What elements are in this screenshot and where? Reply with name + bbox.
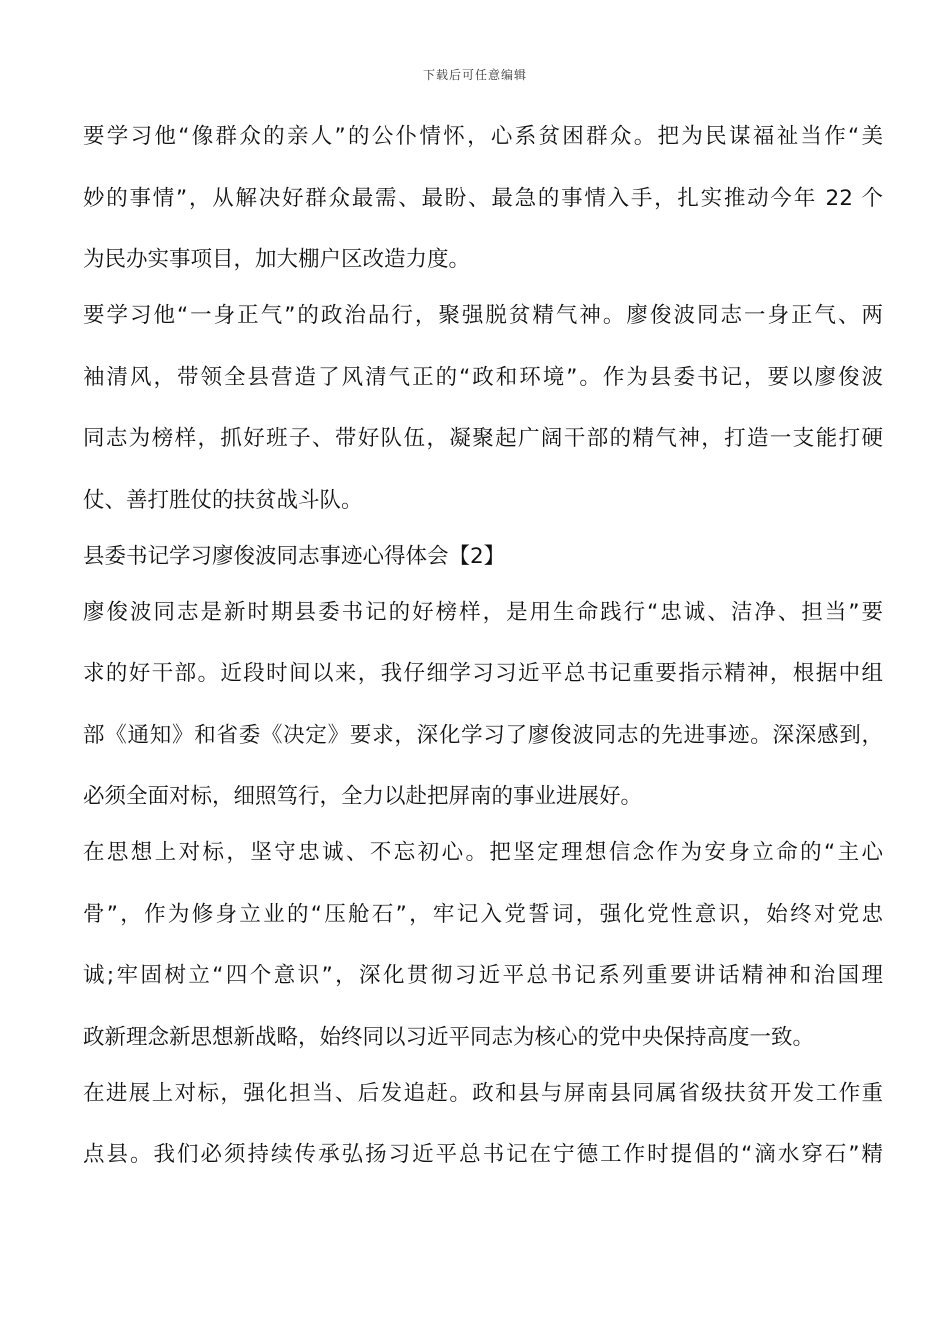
text-line: 为民办实事项目，加大棚户区改造力度。 [83,247,471,272]
document-body [83,112,883,1192]
text-line: 在进展上对标，强化担当、后发追赶。政和县与屏南县同属省级扶贫开发工作重 [83,1080,883,1106]
text-line: 点县。我们必须持续传承弘扬习近平总书记在宁德工作时提倡的“滴水穿石”精 [83,1142,883,1167]
text-line: 骨”，作为修身立业的“压舱石”，牢记入党誓词，强化党性意识，始终对党忠 [83,901,883,927]
text-line: 诚;牢固树立“四个意识”，深化贯彻习近平总书记系列重要讲话精神和治国理 [83,963,883,988]
page-header-note: 下载后可任意编辑 [422,68,527,82]
text-line: 妙的事情”，从解决好群众最需、最盼、最急的事情入手，扎实推动今年 22 个 [83,185,883,211]
text-line: 在思想上对标，坚守忠诚、不忘初心。把坚定理想信念作为安身立命的“主心 [83,840,883,865]
text-line: 要学习他“一身正气”的政治品行，聚强脱贫精气神。廖俊波同志一身正气、两 [83,303,883,328]
text-line: 必须全面对标，细照笃行，全力以赴把屏南的事业进展好。 [83,784,643,809]
text-line: 仗、善打胜仗的扶贫战斗队。 [83,487,363,513]
section-heading: 县委书记学习廖俊波同志事迹心得体会【2】 [83,543,506,569]
text-line: 求的好干部。近段时间以来，我仔细学习习近平总书记重要指示精神，根据中组 [83,661,883,686]
text-line: 同志为榜样，抓好班子、带好队伍，凝聚起广阔干部的精气神，打造一支能打硬 [83,426,883,451]
text-line: 部《通知》和省委《决定》要求，深化学习了廖俊波同志的先进事迹。深深感到， [83,722,883,748]
text-line: 要学习他“像群众的亲人”的公仆情怀，心系贫困群众。把为民谋福祉当作“美 [83,124,883,149]
text-line: 廖俊波同志是新时期县委书记的好榜样，是用生命践行“忠诚、洁净、担当”要 [83,599,883,625]
text-line: 政新理念新思想新战略，始终同以习近平同志为核心的党中央保持高度一致。 [83,1024,815,1050]
text-line: 袖清风，带领全县营造了风清气正的“政和环境”。作为县委书记，要以廖俊波 [83,364,883,390]
